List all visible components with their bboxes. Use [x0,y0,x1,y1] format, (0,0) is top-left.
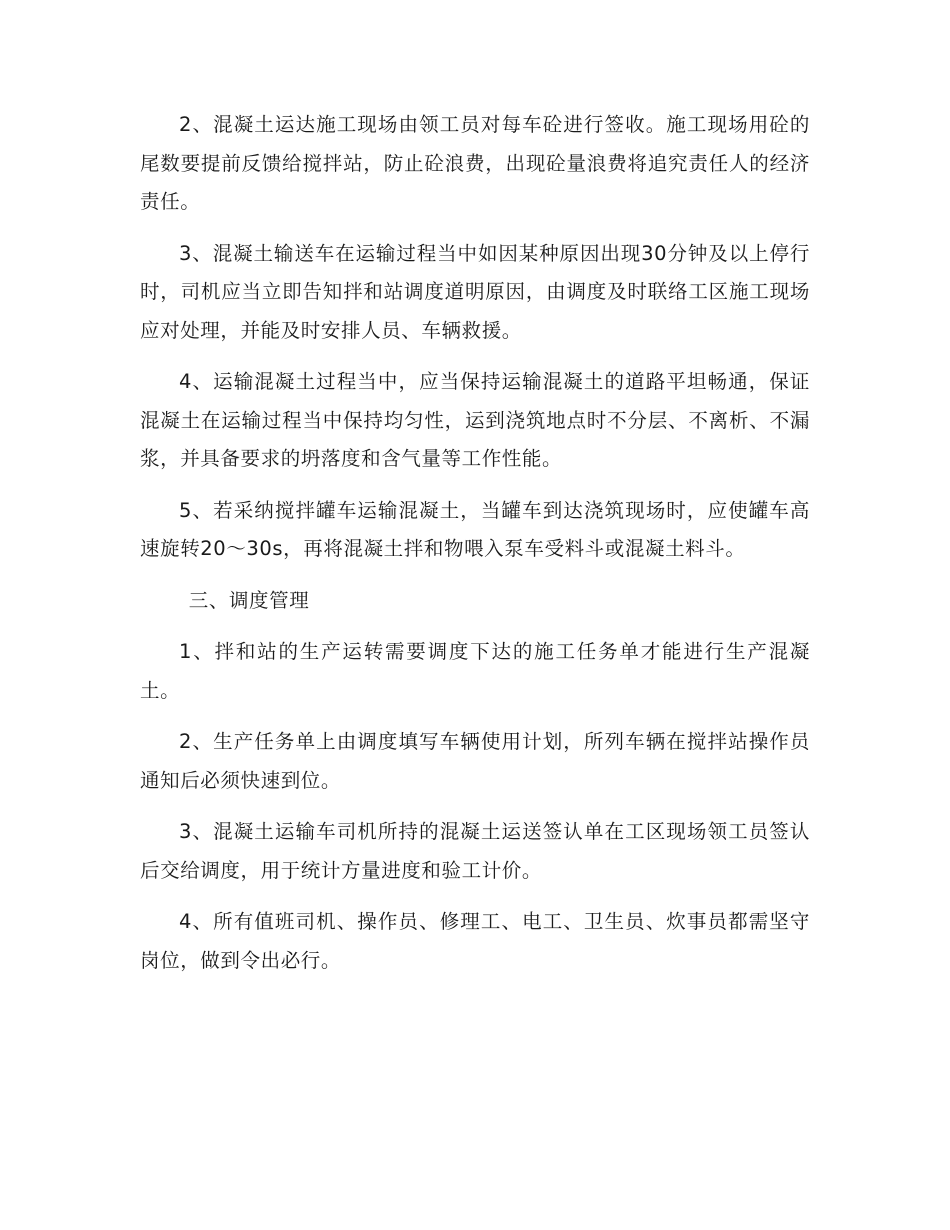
document-body [140,106,810,993]
paragraph-dispatch-2: 2、生产任务单上由调度填写车辆使用计划，所列车辆在搅拌站操作员通知后必须快速到位。 [140,730,810,792]
paragraph-transport-5: 5、若采纳搅拌罐车运输混凝土，当罐车到达浇筑现场时，应使罐车高速旋转20～30s，再将混凝土拌和物喂入泵车受料斗或混凝土料斗。 [140,498,810,560]
section-heading: 三、调度管理 [188,588,310,612]
paragraph-transport-4: 4、运输混凝土过程当中，应当保持运输混凝土的道路平坦畅通，保证混凝土在运输过程当中保持均匀性，运到浇筑地点时不分层、不离析、不漏浆，并具备要求的坍落度和含气量等工作性能。 [140,370,810,470]
paragraph-transport-3: 3、混凝土输送车在运输过程当中如因某种原因出现30分钟及以上停行时，司机应当立即告知拌和站调度道明原因，由调度及时联络工区施工现场应对处理，并能及时安排人员、车辆救援。 [140,241,810,342]
paragraph-dispatch-4: 4、所有值班司机、操作员、修理工、电工、卫生员、炊事员都需坚守岗位，做到令出必行。 [140,910,810,972]
paragraph-dispatch-3: 3、混凝土运输车司机所持的混凝土运送签认单在工区现场领工员签认后交给调度，用于统计方量进度和验工计价。 [140,820,810,882]
paragraph-dispatch-1: 1、拌和站的生产运转需要调度下达的施工任务单才能进行生产混凝土。 [140,640,810,702]
paragraph-transport-2: 2、混凝土运达施工现场由领工员对每车砼进行签收。施工现场用砼的尾数要提前反馈给搅拌站，防止砼浪费，出现砼量浪费将追究责任人的经济责任。 [140,113,810,213]
